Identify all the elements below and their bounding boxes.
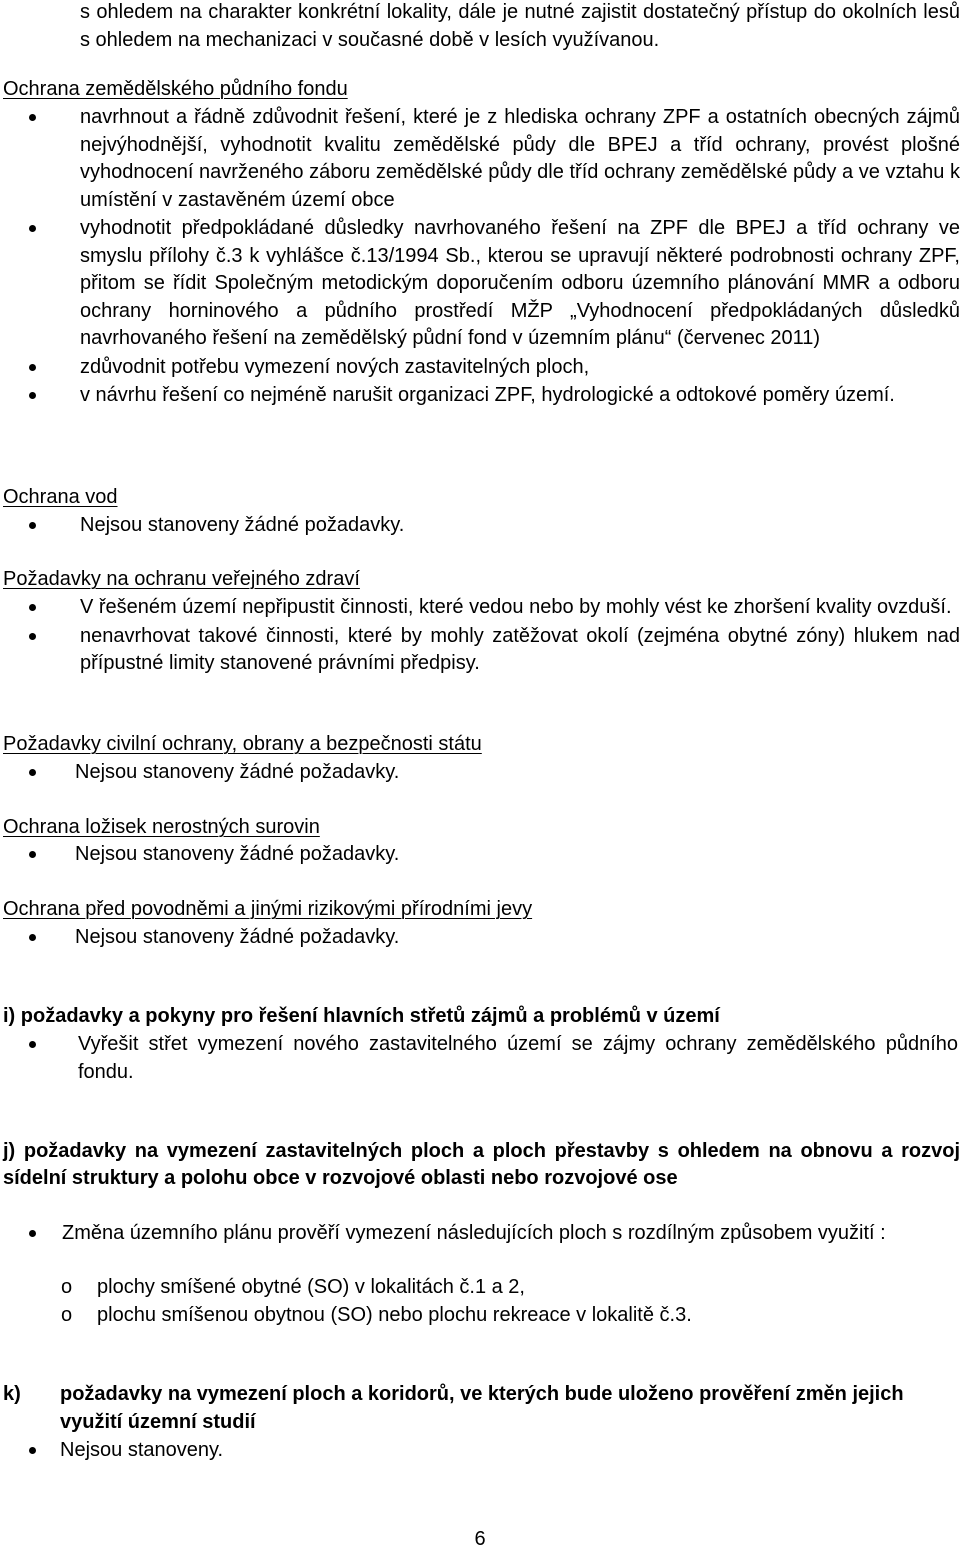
section-k-text: požadavky na vymezení ploch a koridorů, ve kterých bude uloženo prověření změn jejich využití územní studií — [60, 1383, 904, 1433]
intro-paragraph: s ohledem na charakter konkrétní lokality, dále je nutné zajistit dostatečný přístup do okolních lesů s ohledem na mechanizaci v současné době v lesích využívanou. — [80, 1, 960, 51]
bullet-icon — [29, 114, 36, 121]
list-item — [0, 594, 960, 622]
circle-bullet-icon: o — [61, 1276, 73, 1298]
section-heading-povodne: Ochrana před povodněmi a jinými rizikovými přírodními jevy — [3, 898, 533, 920]
section-heading-civilni: Požadavky civilní ochrany, obrany a bezpečnosti státu — [3, 733, 482, 755]
bullet-icon — [29, 604, 36, 611]
bullet-icon — [29, 769, 36, 776]
list-item — [0, 382, 960, 410]
list-item-text: zdůvodnit potřebu vymezení nových zastavitelných ploch, — [80, 355, 590, 378]
bullet-icon — [29, 633, 36, 640]
list-item-text: Nejsou stanoveny žádné požadavky. — [80, 514, 405, 536]
section-heading-zpf: Ochrana zemědělského půdního fondu — [3, 78, 348, 100]
bullet-icon — [29, 1447, 36, 1454]
section-heading-lozisek: Ochrana ložisek nerostných surovin — [3, 816, 320, 838]
section-heading-i: i) požadavky a pokyny pro řešení hlavních střetů zájmů a problémů v území — [3, 1005, 720, 1027]
bullet-icon — [29, 1041, 36, 1048]
list-item-text: vyhodnotit předpokládané důsledky navrhovaného řešení na ZPF dle BPEJ a tříd ochrany ve smyslu přílohy č.3 k vyhlášce č.13/1994 Sb., kterou se upravují některé podrobnosti ochrany ZPF, přitom se řídit Společným metodickým doporučením odboru územního plánování MMR a odboru ochrany horninového a půdního prostředí MŽP „Vyhodnocení předpokládaných důsledků navrhovaného řešení na zemědělský půdní fond v územním plánu“ (červenec 2011) — [80, 217, 960, 349]
list-item — [0, 354, 960, 382]
section-k-label: k) — [3, 1383, 21, 1405]
vod-list — [0, 512, 960, 540]
list-item — [0, 623, 960, 678]
section-heading-vod: Ochrana vod — [3, 486, 118, 508]
list-item-text: v návrhu řešení co nejméně narušit organizaci ZPF, hydrologické a odtokové poměry území. — [80, 384, 895, 406]
section-k-list — [0, 1437, 960, 1465]
section-j-sublist — [0, 1274, 960, 1329]
sub-list-item-text: plochu smíšenou obytnou (SO) nebo plochu rekreace v lokalitě č.3. — [97, 1303, 692, 1326]
list-item-text: V řešeném území nepřipustit činnosti, které vedou nebo by mohly vést ke zhoršení kvality ovzduší. — [80, 596, 952, 618]
list-item — [0, 841, 960, 869]
list-item — [0, 1437, 960, 1465]
zpf-list — [0, 104, 960, 410]
section-j-list — [0, 1220, 960, 1248]
list-item-text: Vyřešit střet vymezení nového zastavitelného území se zájmy ochrany zemědělského půdního fondu. — [78, 1033, 958, 1083]
list-item — [0, 1220, 960, 1248]
list-item-text: Nejsou stanoveny žádné požadavky. — [75, 843, 400, 865]
list-item — [0, 215, 960, 353]
section-i-list — [0, 1031, 960, 1086]
section-heading-zdravi: Požadavky na ochranu veřejného zdraví — [3, 568, 360, 590]
zdravi-list — [0, 594, 960, 678]
bullet-icon — [29, 225, 36, 232]
list-item-text: nenavrhovat takové činnosti, které by mohly zatěžovat okolí (zejména obytné zóny) hlukem nad přípustné limity stanovené právními předpisy. — [80, 624, 960, 674]
civilni-list — [0, 759, 960, 787]
list-item-text: Nejsou stanoveny. — [60, 1439, 224, 1461]
povodne-list — [0, 924, 960, 952]
bullet-icon — [29, 1230, 36, 1237]
sub-list-item — [0, 1274, 960, 1302]
section-heading-k — [3, 1381, 960, 1436]
bullet-icon — [29, 851, 36, 858]
list-item-text: Nejsou stanoveny žádné požadavky. — [75, 761, 400, 783]
list-item-text: Změna územního plánu prověří vymezení následujících ploch s rozdílným způsobem využití : — [62, 1222, 886, 1244]
list-item — [0, 924, 960, 952]
list-item — [0, 1031, 960, 1086]
section-heading-j: j) požadavky na vymezení zastavitelných ploch a ploch přestavby s ohledem na obnovu a rozvoj sídelní struktury a polohu obce v rozvojové oblasti nebo rozvojové ose — [3, 1140, 960, 1189]
bullet-icon — [29, 522, 36, 529]
list-item — [0, 104, 960, 214]
list-item — [0, 759, 960, 787]
list-item-text: navrhnout a řádně zdůvodnit řešení, které je z hlediska ochrany ZPF a ostatních obecných zájmů nejvýhodnější, vyhodnotit kvalitu zemědělské půdy dle BPEJ a tříd ochrany, provést plošné vyhodnocení navrženého záboru zemědělské půdy dle tříd ochrany zemědělské půdy a ve vztahu k umístění v zastavěném území obce — [80, 106, 960, 211]
bullet-icon — [29, 392, 36, 399]
circle-bullet-icon: o — [61, 1303, 73, 1326]
list-item — [0, 512, 960, 540]
list-item-text: Nejsou stanoveny žádné požadavky. — [75, 926, 400, 948]
lozisek-list — [0, 841, 960, 869]
sub-list-item — [0, 1302, 960, 1330]
page-number: 6 — [474, 1528, 486, 1550]
bullet-icon — [29, 364, 36, 371]
sub-list-item-text: plochy smíšené obytné (SO) v lokalitách č.1 a 2, — [97, 1276, 525, 1298]
bullet-icon — [29, 934, 36, 941]
